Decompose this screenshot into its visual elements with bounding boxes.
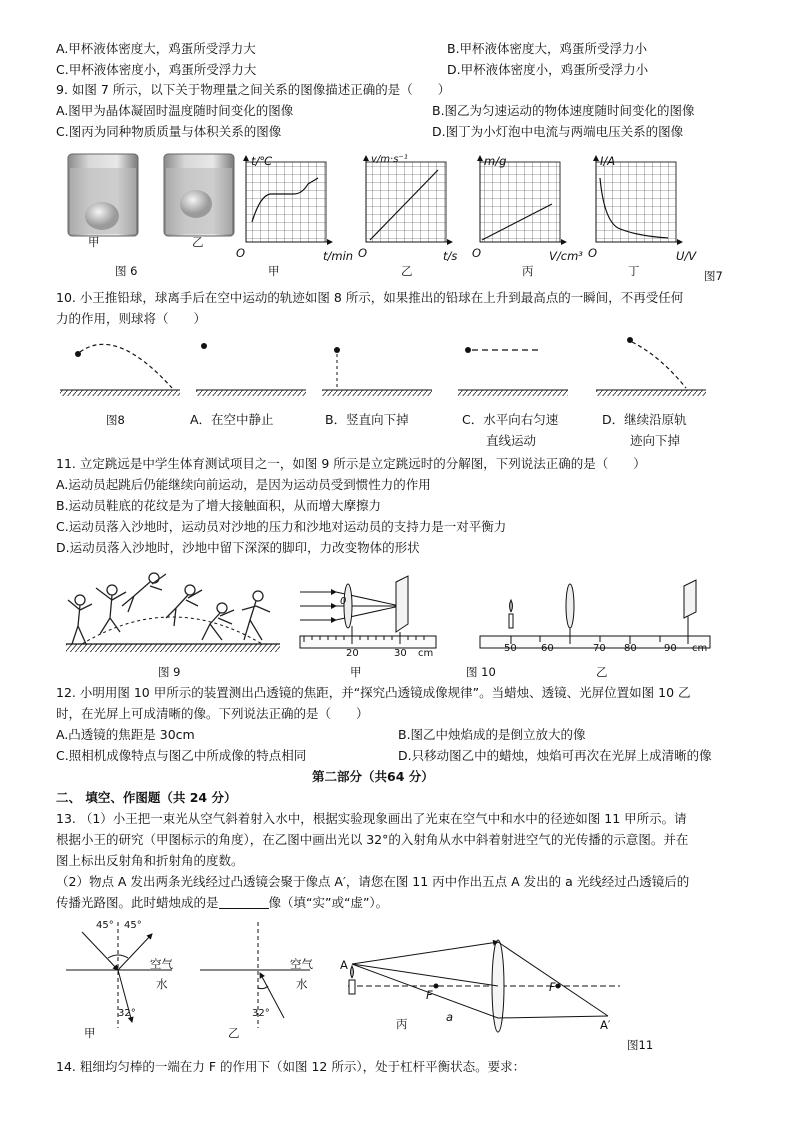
q9-option-c: C.图丙为同种物质质量与体积关系的图像 <box>56 124 282 139</box>
q13-line3: 图上标出反射角和折射角的度数。 <box>56 853 244 868</box>
q13-line1: 13. （1）小王把一束光从空气斜着射入水中，根据实验现象画出了光束在空气中和水中的径迹如图 11 甲所示。请 <box>56 811 687 826</box>
fig8-label-c-line1: C．水平向右匀速 <box>462 412 559 427</box>
q13-line5 <box>56 894 388 912</box>
fig11-image-point-A: A′ <box>600 1018 611 1032</box>
figure-7 <box>236 150 716 285</box>
fig10-yi-unit: cm <box>692 643 708 654</box>
fig11-label-yi: 乙 <box>228 1026 240 1040</box>
figure-8-caption: 图8 <box>106 413 125 427</box>
fig8-trajectory <box>60 344 180 396</box>
graph-jia-origin: O <box>236 246 246 260</box>
fig10-yi-tick-70: 70 <box>593 643 606 654</box>
figure-6-label-jia: 甲 <box>88 235 100 249</box>
q8-option-b: B.甲杯液体密度大，鸡蛋所受浮力小 <box>447 41 648 56</box>
q8-option-d: D.甲杯液体密度小，鸡蛋所受浮力小 <box>447 62 649 77</box>
graph-bing <box>480 156 566 242</box>
q11-option-b: B.运动员鞋底的花纹是为了增大接触面积，从而增大摩擦力 <box>56 498 382 513</box>
q13-line2: 根据小王的研究（甲图标示的角度），在乙图中画出光以 32°的入射角从水中斜着射进空气的光传播的示意图。并在 <box>56 832 689 847</box>
q13-answer-blank[interactable] <box>219 895 269 909</box>
graph-yi-y-label: v/m·s⁻¹ <box>371 154 408 165</box>
figure-6-caption: 图 6 <box>115 264 138 278</box>
fig10-jia-unit: cm <box>418 648 434 659</box>
fig10-yi-tick-60: 60 <box>541 643 554 654</box>
fig8-label-d-line2: 迹向下掉 <box>630 433 681 448</box>
q11-stem: 11. 立定跳远是中学生体育测试项目之一，如图 9 所示是立定跳远时的分解图，下列说法正确的是（ ） <box>56 456 646 471</box>
graph-ding-origin: O <box>588 246 598 260</box>
q11-option-c: C.运动员落入沙地时，运动员对沙地的压力和沙地对运动员的支持力是一对平衡力 <box>56 519 507 534</box>
figure-6-label-yi: 乙 <box>192 235 204 249</box>
fig10-yi-tick-90: 90 <box>664 643 677 654</box>
fig11-ray-a: a <box>446 1010 454 1024</box>
q11-option-a: A.运动员起跳后仍能继续向前运动，是因为运动员受到惯性力的作用 <box>56 477 431 492</box>
fig8-option-b <box>322 347 432 396</box>
q13-line4: （2）物点 A 发出两条光线经过凸透镜会聚于像点 A′，请您在图 11 丙中作出五点 A 发出的 a 光线经过凸透镜后的 <box>56 874 690 889</box>
graph-jia <box>246 156 332 242</box>
graph-ding <box>596 156 682 242</box>
fig11-jia-air: 空气 <box>150 957 173 971</box>
graph-yi <box>366 156 452 242</box>
fig8-label-d-line1: D．继续沿原轨 <box>602 412 687 427</box>
fig11-label-bing: 丙 <box>396 1017 408 1031</box>
section2-title: 二、 填空、作图题（共 24 分） <box>56 790 237 805</box>
figure-9 <box>62 560 284 660</box>
fig11-angle-32-jia: 32° <box>118 1008 136 1019</box>
fig8-label-b: B．竖直向下掉 <box>325 412 409 427</box>
fig8-label-a: A．在空中静止 <box>190 412 274 427</box>
graph-yi-name: 乙 <box>401 264 413 278</box>
q12-stem-line2: 时，在光屏上可成清晰的像。下列说法正确的是（ ） <box>56 706 369 721</box>
graph-yi-x-label: t/s <box>443 249 458 263</box>
q9-option-d: D.图丁为小灯泡中电流与两端电压关系的图像 <box>432 124 684 139</box>
q8-option-c: C.甲杯液体密度小，鸡蛋所受浮力大 <box>56 62 257 77</box>
figure-8 <box>56 332 706 412</box>
q12-stem-line1: 12. 小明用图 10 甲所示的装置测出凸透镜的焦距，并“探究凸透镜成像规律”。当蜡烛、透镜、光屏位置如图 10 乙 <box>56 685 691 700</box>
figure-11-caption: 图11 <box>627 1038 654 1052</box>
fig11-yi-air: 空气 <box>290 957 313 971</box>
fig8-option-d <box>596 337 706 396</box>
fig10-jia-tick-20: 20 <box>346 648 359 659</box>
q12-option-d: D.只移动图乙中的蜡烛，烛焰可再次在光屏上成清晰的像 <box>398 748 712 763</box>
q8-option-a: A.甲杯液体密度大，鸡蛋所受浮力大 <box>56 41 256 56</box>
q10-stem-line1: 10. 小王推铅球，球离手后在空中运动的轨迹如图 8 所示，如果推出的铅球在上升到最高点的一瞬间，不再受任何 <box>56 290 684 305</box>
fig11-point-A: A <box>340 958 348 972</box>
fig11-bing-diagram <box>348 940 620 1032</box>
fig11-focus-left: F <box>426 988 433 1002</box>
fig11-label-jia: 甲 <box>84 1026 96 1040</box>
fig8-label-c-line2: 直线运动 <box>486 433 537 448</box>
fig10-yi-tick-50: 50 <box>504 643 517 654</box>
graph-bing-x-label: V/cm³ <box>549 249 583 263</box>
fig8-option-c <box>458 347 568 396</box>
q14-stem: 14. 粗细均匀棒的一端在力 F 的作用下（如图 12 所示），处于杠杆平衡状态。要求： <box>56 1059 526 1074</box>
fig11-angle-45-left: 45° <box>96 920 114 931</box>
fig10-jia-origin: 0 <box>340 596 347 607</box>
q10-stem-line2: 力的作用，则球将（ ） <box>56 311 207 326</box>
graph-jia-name: 甲 <box>268 264 280 278</box>
q9-option-a: A.图甲为晶体凝固时温度随时间变化的图像 <box>56 103 294 118</box>
fig11-angle-32-yi: 32° <box>252 1008 270 1019</box>
figure-6 <box>60 150 240 285</box>
q12-option-a: A.凸透镜的焦距是 30cm <box>56 727 195 742</box>
q12-option-b: B.图乙中烛焰成的是倒立放大的像 <box>398 727 586 742</box>
q13-line5-prefix: 传播光路图。此时蜡烛成的是 <box>56 895 219 910</box>
fig10-jia-tick-30: 30 <box>394 648 407 659</box>
graph-bing-name: 丙 <box>522 264 534 278</box>
graph-bing-y-label: m/g <box>484 154 507 168</box>
figure-11 <box>60 918 660 1042</box>
graph-yi-origin: O <box>358 246 368 260</box>
graph-ding-y-label: I/A <box>600 154 616 168</box>
figure-7-caption: 图7 <box>704 269 723 283</box>
part2-title: 第二部分（共64 分） <box>312 769 434 784</box>
fig8-option-a <box>196 343 306 396</box>
q12-option-c: C.照相机成像特点与图乙中所成像的特点相同 <box>56 748 307 763</box>
graph-jia-x-label: t/min <box>323 249 354 263</box>
graph-jia-y-label: t/℃ <box>251 154 273 168</box>
fig11-focus-right: F <box>549 980 556 994</box>
beaker-yi <box>164 154 234 236</box>
fig11-angle-45-right: 45° <box>124 920 142 931</box>
beaker-jia <box>68 154 138 236</box>
graph-ding-name: 丁 <box>628 264 640 278</box>
athlete-poses <box>68 573 270 644</box>
fig11-jia-water: 水 <box>156 977 168 991</box>
figure-9-caption: 图 9 <box>158 665 181 679</box>
graph-bing-origin: O <box>472 246 482 260</box>
q9-option-b: B.图乙为匀速运动的物体速度随时间变化的图像 <box>432 103 695 118</box>
graph-ding-x-label: U/V <box>676 249 697 263</box>
q11-option-d: D.运动员落入沙地时，沙地中留下深深的脚印，力改变物体的形状 <box>56 540 420 555</box>
figure-10-caption: 图 10 <box>466 665 496 679</box>
q9-stem: 9. 如图 7 所示，以下关于物理量之间关系的图像描述正确的是（ ） <box>56 82 451 97</box>
fig10-yi-tick-80: 80 <box>624 643 637 654</box>
figure-10-label-yi: 乙 <box>596 665 608 679</box>
fig11-yi-water: 水 <box>296 977 308 991</box>
q13-line5-suffix: 像（填“实”或“虚”）。 <box>268 895 389 910</box>
figure-10-label-jia: 甲 <box>350 665 362 679</box>
